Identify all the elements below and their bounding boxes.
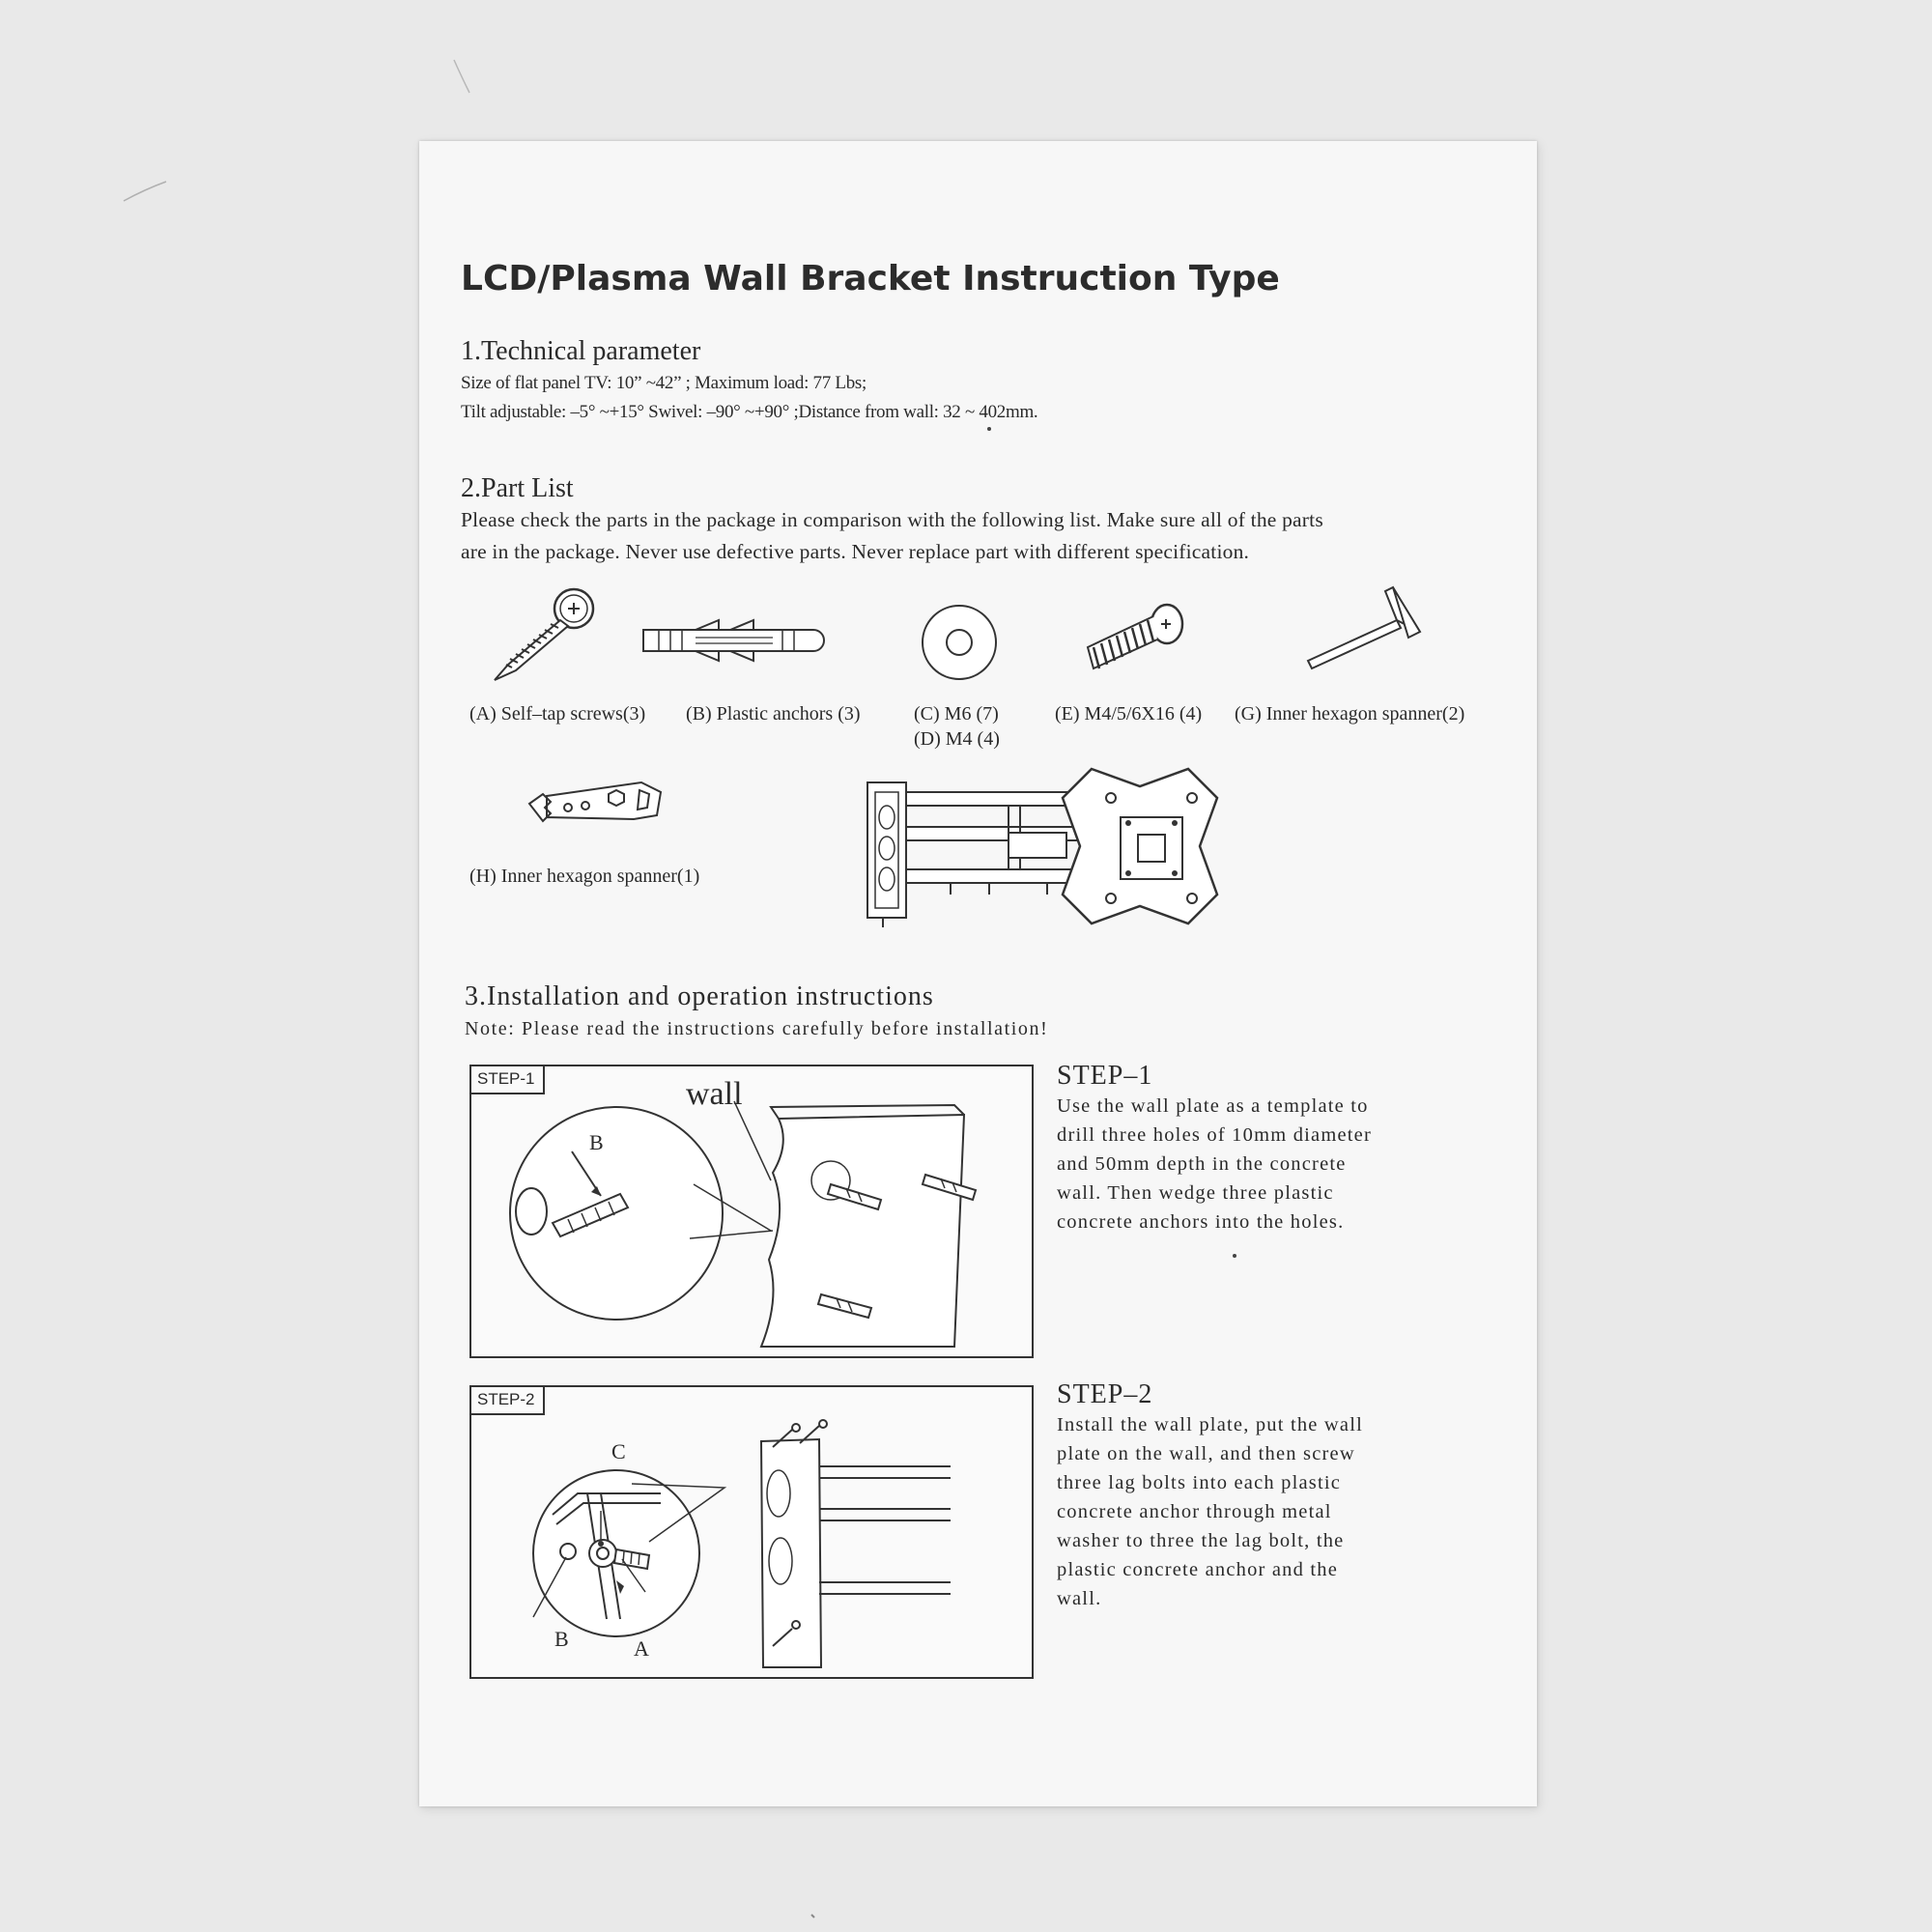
step-1-line: concrete anchors into the holes.: [1057, 1211, 1345, 1233]
step-1-line: wall. Then wedge three plastic: [1057, 1182, 1334, 1204]
step-2-figure: [469, 1385, 1034, 1679]
hex-key-icon: [1300, 583, 1426, 670]
step-2-line: three lag bolts into each plastic: [1057, 1472, 1342, 1493]
part-label-e: (E) M4/5/6X16 (4): [1055, 703, 1203, 724]
step-1-line: Use the wall plate as a template to: [1057, 1095, 1369, 1117]
washer-icon: [916, 599, 1003, 686]
step-2-b-label: B: [554, 1627, 569, 1651]
step-1-figure: [469, 1065, 1034, 1358]
step-1-description: [1057, 1061, 1463, 1236]
technical-line-2: Tilt adjustable: –5° ~+15° Swivel: –90° ~+90° ;Distance from wall: 32 ~ 402mm.: [461, 402, 1038, 422]
installation-heading: 3.Installation and operation instructions: [465, 981, 934, 1011]
part-label-d: (D) M4 (4): [914, 728, 1000, 750]
part-label-a: (A) Self–tap screws(3): [469, 703, 646, 724]
instruction-sheet: [419, 141, 1537, 1806]
step-1-title: STEP–1: [1057, 1061, 1153, 1091]
parts-line-1: Please check the parts in the package in comparison with the following list. Make sure all of the parts: [461, 508, 1323, 531]
step-1-b-label: B: [589, 1130, 604, 1154]
part-label-b: (B) Plastic anchors (3): [686, 703, 861, 724]
step-2-tag: STEP-2: [471, 1387, 545, 1415]
step-1-line: and 50mm depth in the concrete: [1057, 1153, 1347, 1175]
wall-bracket-assembly-icon: [864, 763, 1269, 937]
installation-note: Note: Please read the instructions carefully before installation!: [465, 1018, 1049, 1039]
step-2-title: STEP–2: [1057, 1379, 1153, 1409]
plastic-anchor-icon: [638, 612, 827, 670]
step-2-line: Install the wall plate, put the wall: [1057, 1414, 1364, 1435]
part-label-h: (H) Inner hexagon spanner(1): [469, 866, 700, 887]
step-2-line: wall.: [1057, 1588, 1102, 1609]
page-title: LCD/Plasma Wall Bracket Instruction Type: [461, 259, 1280, 298]
technical-line-1: Size of flat panel TV: 10” ~42” ; Maximum load: 77 Lbs;: [461, 373, 867, 393]
parts-heading: 2.Part List: [461, 473, 574, 503]
parts-line-2: are in the package. Never use defective parts. Never replace part with different specification.: [461, 540, 1250, 563]
step-1-diagram: [471, 1066, 1032, 1356]
part-label-c: (C) M6 (7): [914, 703, 999, 724]
step-2-line: concrete anchor through metal: [1057, 1501, 1332, 1522]
step-2-line: plastic concrete anchor and the: [1057, 1559, 1339, 1580]
step-2-c-label: C: [611, 1439, 626, 1463]
step-1-wall-label: wall: [686, 1076, 743, 1112]
print-speck: [987, 427, 991, 431]
step-2-description: [1057, 1379, 1463, 1613]
step-1-line: drill three holes of 10mm diameter: [1057, 1124, 1373, 1146]
bolt-icon: [1080, 601, 1188, 678]
step-2-a-label: A: [634, 1636, 649, 1661]
technical-heading: 1.Technical parameter: [461, 336, 701, 366]
step-2-line: washer to three the lag bolt, the: [1057, 1530, 1345, 1551]
part-label-g: (G) Inner hexagon spanner(2): [1235, 703, 1465, 724]
step-2-line: plate on the wall, and then screw: [1057, 1443, 1355, 1464]
step-1-tag: STEP-1: [471, 1066, 545, 1094]
flat-spanner-icon: [526, 775, 667, 833]
print-speck: [1233, 1254, 1236, 1258]
self-tap-screw-icon: [489, 585, 605, 682]
